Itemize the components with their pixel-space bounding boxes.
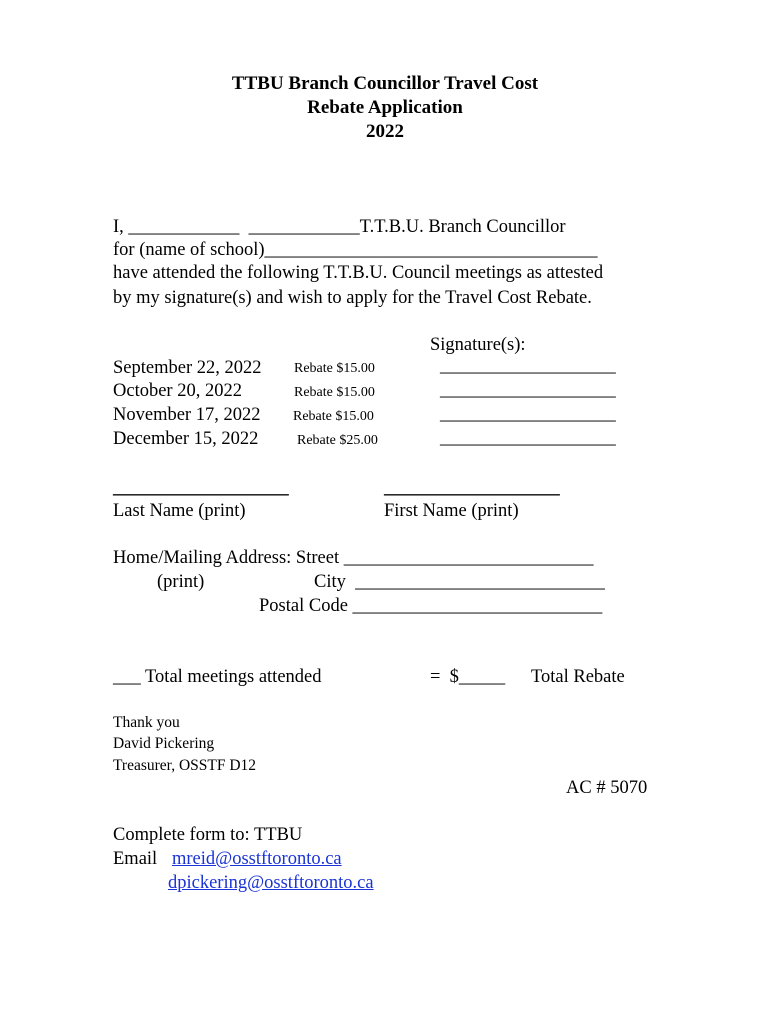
closing-thanks: Thank you: [113, 714, 180, 731]
title-year: 2022: [366, 121, 404, 142]
meeting-rebate: Rebate $25.00: [297, 433, 378, 448]
closing-name: David Pickering: [113, 735, 215, 752]
intro-line-3: have attended the following T.T.B.U. Council meetings as attested: [113, 263, 604, 283]
meeting-rebate: Rebate $15.00: [294, 385, 375, 400]
address-city[interactable]: City ___________________________: [314, 572, 605, 592]
signature-line[interactable]: ___________________: [440, 356, 616, 376]
address-postal-code[interactable]: Postal Code ___________________________: [259, 596, 603, 616]
account-number: AC # 5070: [566, 778, 648, 798]
meeting-date: December 15, 2022: [113, 429, 259, 449]
last-name-label: Last Name (print): [113, 501, 246, 521]
meeting-date: September 22, 2022: [113, 358, 262, 378]
email-link-dpickering[interactable]: dpickering@osstftoronto.ca: [168, 873, 374, 893]
email-label: Email: [113, 849, 158, 869]
intro-line-1: I, ____________ ____________T.T.B.U. Branch Councillor: [113, 217, 566, 237]
signature-line[interactable]: ___________________: [440, 428, 616, 448]
last-name-line[interactable]: ___________________: [113, 478, 289, 498]
title-line-2: Rebate Application: [307, 97, 463, 118]
total-rebate-amount[interactable]: = $_____: [430, 667, 506, 687]
address-street[interactable]: Home/Mailing Address: Street ___________________________: [113, 548, 594, 568]
first-name-line[interactable]: ___________________: [384, 478, 560, 498]
signature-line[interactable]: ___________________: [440, 404, 616, 424]
meeting-date: October 20, 2022: [113, 381, 242, 401]
signatures-label: Signature(s):: [430, 335, 526, 355]
title-line-1: TTBU Branch Councillor Travel Cost: [231, 73, 539, 94]
signature-line[interactable]: ___________________: [440, 380, 616, 400]
first-name-label: First Name (print): [384, 501, 519, 521]
intro-line-2: for (name of school)____________________________________: [113, 240, 598, 260]
meeting-rebate: Rebate $15.00: [293, 409, 374, 424]
email-link-mreid[interactable]: mreid@osstftoronto.ca: [172, 849, 342, 869]
total-meetings[interactable]: ___ Total meetings attended: [113, 667, 322, 687]
meeting-rebate: Rebate $15.00: [294, 361, 375, 376]
meeting-date: November 17, 2022: [113, 405, 261, 425]
total-rebate-label: Total Rebate: [531, 667, 625, 687]
closing-role: Treasurer, OSSTF D12: [113, 757, 257, 774]
address-print-label: (print): [157, 572, 205, 592]
complete-form-to: Complete form to: TTBU: [113, 825, 303, 845]
intro-line-4: by my signature(s) and wish to apply for the Travel Cost Rebate.: [113, 288, 592, 308]
